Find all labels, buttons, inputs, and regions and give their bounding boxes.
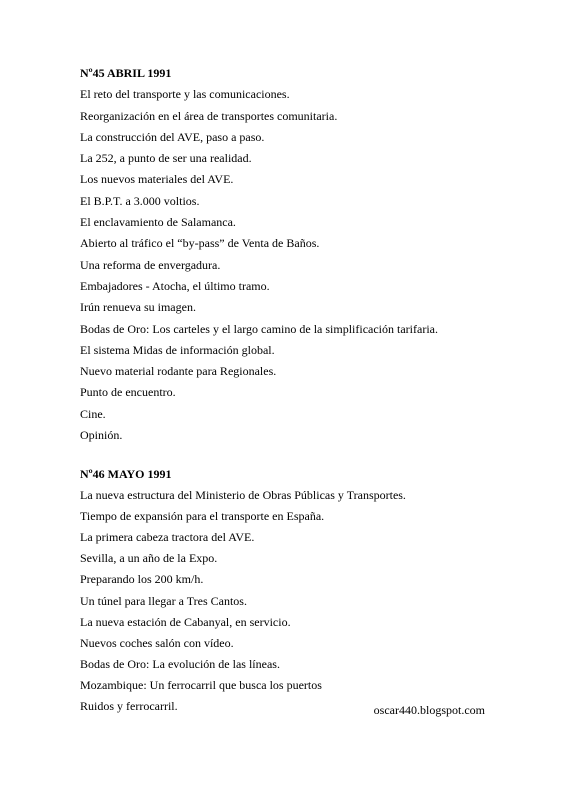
article-title: El B.P.T. a 3.000 voltios. (80, 193, 200, 208)
issue-heading: Nº45 ABRIL 1991 (80, 66, 172, 80)
article-list (80, 87, 500, 442)
article-list (80, 488, 500, 713)
article-title: Un túnel para llegar a Tres Cantos. (80, 593, 247, 608)
article-title: Abierto al tráfico el “by-pass” de Venta de Baños. (80, 236, 320, 251)
article-title: La nueva estructura del Ministerio de Obras Públicas y Transportes. (80, 488, 406, 503)
article-title: Embajadores - Atocha, el último tramo. (80, 278, 270, 293)
article-title: La construcción del AVE, paso a paso. (80, 129, 265, 144)
article-title: El reto del transporte y las comunicaciones. (80, 87, 290, 102)
article-title: Preparando los 200 km/h. (80, 572, 204, 587)
article-title: La primera cabeza tractora del AVE. (80, 530, 255, 545)
article-title: Opinión. (80, 428, 123, 443)
article-title: Punto de encuentro. (80, 385, 176, 400)
article-title: Los nuevos materiales del AVE. (80, 172, 234, 187)
article-title: Bodas de Oro: La evolución de las líneas. (80, 656, 280, 671)
article-title: Irún renueva su imagen. (80, 300, 196, 315)
article-title: Mozambique: Un ferrocarril que busca los puertos (80, 677, 322, 692)
article-title: Reorganización en el área de transportes comunitaria. (80, 108, 338, 123)
article-title: Ruidos y ferrocarril. (80, 699, 178, 714)
article-title: Bodas de Oro: Los carteles y el largo camino de la simplificación tarifaria. (80, 321, 438, 336)
article-title: Una reforma de envergadura. (80, 257, 221, 272)
article-title: Nuevo material rodante para Regionales. (80, 364, 277, 379)
article-title: El enclavamiento de Salamanca. (80, 215, 236, 230)
issue-section-46 (80, 467, 500, 713)
issue-section-45 (80, 66, 500, 442)
article-title: Sevilla, a un año de la Expo. (80, 551, 218, 566)
blog-credit: oscar440.blogspot.com (373, 703, 485, 717)
article-title: Cine. (80, 406, 106, 421)
article-title: La nueva estación de Cabanyal, en servicio. (80, 614, 291, 629)
article-title: Nuevos coches salón con vídeo. (80, 635, 234, 650)
article-title: El sistema Midas de información global. (80, 342, 275, 357)
article-title: La 252, a punto de ser una realidad. (80, 151, 252, 166)
article-title: Tiempo de expansión para el transporte en España. (80, 509, 325, 524)
issue-heading: Nº46 MAYO 1991 (80, 467, 172, 481)
